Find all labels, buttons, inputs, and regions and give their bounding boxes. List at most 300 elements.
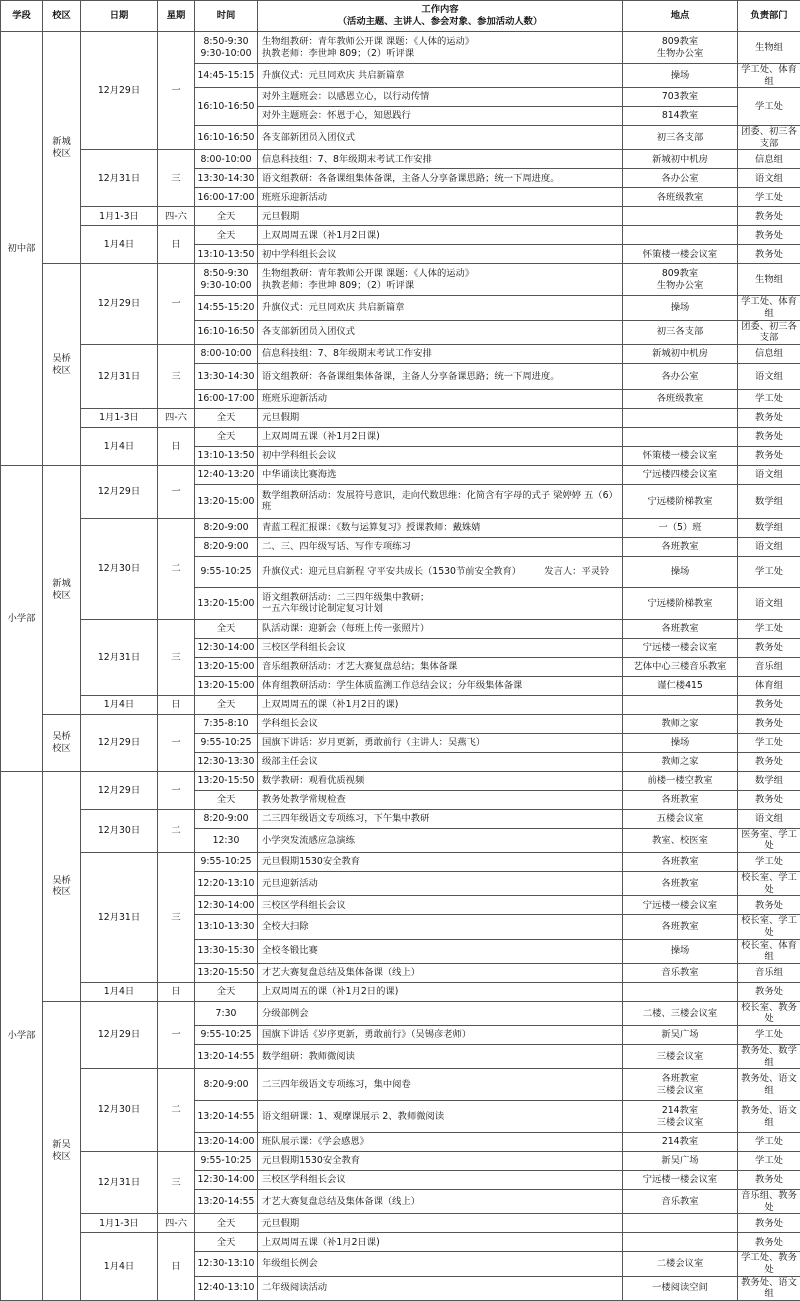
- dept-cell: 学工处: [738, 853, 800, 872]
- content-cell: 对外主题班会：以感恩立心，以行动传情: [258, 88, 623, 107]
- table-row: [1, 695, 800, 714]
- dept-cell: 语文组: [738, 809, 800, 828]
- place-cell: 操场: [623, 64, 738, 88]
- content-cell: 教务处教学常规检查: [258, 790, 623, 809]
- dept-cell: 音乐组、教务处: [738, 1190, 800, 1214]
- time-cell: 13:30-14:30: [195, 363, 258, 389]
- time-cell: 12:30: [195, 828, 258, 852]
- content-cell: 信息科技组：7、8年级期末考试工作安排: [258, 344, 623, 363]
- dept-cell: 数学组: [738, 771, 800, 790]
- time-cell: 全天: [195, 982, 258, 1001]
- place-cell: 各班级教室: [623, 188, 738, 207]
- date-cell: 12月31日: [81, 853, 158, 983]
- header-time: 时间: [195, 1, 258, 32]
- place-cell: 操场: [623, 733, 738, 752]
- dept-cell: 教务处: [738, 790, 800, 809]
- dept-cell: 校长室、体育组: [738, 939, 800, 963]
- dept-cell: 教务处: [738, 408, 800, 427]
- content-cell: 全校大扫除: [258, 915, 623, 939]
- dept-cell: 学工处、体育组: [738, 64, 800, 88]
- content-cell: 初中学科组长会议: [258, 446, 623, 465]
- time-cell: 14:45-15:15: [195, 64, 258, 88]
- time-cell: 13:30-15:30: [195, 939, 258, 963]
- content-cell: 元旦迎新活动: [258, 872, 623, 896]
- campus-cell: 新城 校区: [43, 32, 81, 264]
- content-cell: 二三四年级语文专项练习，集中阅卷: [258, 1069, 623, 1101]
- place-cell: 宁远楼一楼会议室: [623, 1171, 738, 1190]
- place-cell: 703教室: [623, 88, 738, 107]
- date-cell: 12月31日: [81, 344, 158, 408]
- place-cell: 怀策楼一楼会议室: [623, 245, 738, 264]
- place-cell: 宁远楼四楼会议室: [623, 465, 738, 484]
- content-cell: 学科组长会议: [258, 714, 623, 733]
- time-cell: 13:20-15:00: [195, 676, 258, 695]
- dept-cell: 语文组: [738, 169, 800, 188]
- content-cell: 年级组长例会: [258, 1252, 623, 1276]
- dept-cell: 团委、初三各支部: [738, 320, 800, 344]
- time-cell: 13:20-14:55: [195, 1190, 258, 1214]
- dept-cell: 信息组: [738, 150, 800, 169]
- content-cell: 语文组教研活动：二三四年级集中教研； 一五六年级讨论制定复习计划: [258, 587, 623, 619]
- place-cell: 新吴广场: [623, 1025, 738, 1044]
- place-cell: 艺体中心三楼音乐教室: [623, 657, 738, 676]
- place-cell: 814教室: [623, 107, 738, 126]
- place-cell: 新吴广场: [623, 1152, 738, 1171]
- place-cell: 怀策楼一楼会议室: [623, 446, 738, 465]
- time-cell: 全天: [195, 790, 258, 809]
- time-cell: 12:30-13:10: [195, 1252, 258, 1276]
- table-row: [1, 809, 800, 828]
- content-cell: 语文组教研：各备课组集体备课，主备人分享备课思路；统一下周进度。: [258, 363, 623, 389]
- time-cell: 16:10-16:50: [195, 320, 258, 344]
- weekday-cell: 日: [158, 982, 195, 1001]
- place-cell: 初三各支部: [623, 126, 738, 150]
- content-cell: 升旗仪式：元旦同欢庆 共启新篇章: [258, 64, 623, 88]
- content-cell: 元旦假期: [258, 207, 623, 226]
- campus-cell: 吴桥 校区: [43, 264, 81, 465]
- table-row: [1, 518, 800, 537]
- content-cell: 上双周周五课（补1月2日课): [258, 226, 623, 245]
- dept-cell: 校长室、教务处: [738, 1001, 800, 1025]
- dept-cell: 教务处: [738, 714, 800, 733]
- date-cell: 12月29日: [81, 465, 158, 518]
- time-cell: 全天: [195, 1214, 258, 1233]
- place-cell: 三楼会议室: [623, 1044, 738, 1068]
- dept-cell: 音乐组: [738, 657, 800, 676]
- content-cell: 班队展示课：《学会感恩》: [258, 1133, 623, 1152]
- place-cell: [623, 1233, 738, 1252]
- time-cell: 14:55-15:20: [195, 296, 258, 320]
- content-cell: 上双周周五的课（补1月2日的课): [258, 695, 623, 714]
- time-cell: 全天: [195, 427, 258, 446]
- place-cell: 宁远楼阶梯教室: [623, 484, 738, 518]
- dept-cell: 数学组: [738, 484, 800, 518]
- weekday-cell: 一: [158, 32, 195, 150]
- place-cell: 操场: [623, 556, 738, 587]
- time-cell: 13:20-14:55: [195, 1101, 258, 1133]
- table-row: [1, 714, 800, 733]
- dept-cell: 校长室、学工处: [738, 872, 800, 896]
- place-cell: 809教室 生物办公室: [623, 32, 738, 64]
- table-row: [1, 1001, 800, 1025]
- dept-cell: 语文组: [738, 465, 800, 484]
- content-cell: 二年级阅读活动: [258, 1276, 623, 1300]
- weekday-cell: 三: [158, 1152, 195, 1214]
- place-cell: 宁远楼阶梯教室: [623, 587, 738, 619]
- header-dept: 负责部门: [738, 1, 800, 32]
- table-row: [1, 1214, 800, 1233]
- place-cell: 初三各支部: [623, 320, 738, 344]
- dept-cell: 教务处: [738, 1233, 800, 1252]
- header-weekday: 星期: [158, 1, 195, 32]
- place-cell: 809教室 生物办公室: [623, 264, 738, 296]
- weekday-cell: 日: [158, 1233, 195, 1300]
- content-cell: 各支部新团员入团仪式: [258, 320, 623, 344]
- content-cell: 二、三、四年级写话、写作专项练习: [258, 537, 623, 556]
- dept-cell: 教务处: [738, 695, 800, 714]
- campus-cell: 吴桥 校区: [43, 714, 81, 771]
- dept-cell: 学工处: [738, 389, 800, 408]
- header-segment: 学段: [1, 1, 43, 32]
- dept-cell: 学工处: [738, 188, 800, 207]
- time-cell: 16:00-17:00: [195, 389, 258, 408]
- dept-cell: 团委、初三各支部: [738, 126, 800, 150]
- weekday-cell: 四-六: [158, 408, 195, 427]
- content-cell: 对外主题班会：怀恩于心，知恩践行: [258, 107, 623, 126]
- date-cell: 12月31日: [81, 619, 158, 695]
- content-cell: 级部主任会议: [258, 752, 623, 771]
- dept-cell: 学工处: [738, 1025, 800, 1044]
- date-cell: 1月4日: [81, 695, 158, 714]
- dept-cell: 语文组: [738, 587, 800, 619]
- table-row: [1, 1152, 800, 1171]
- segment-cell: 小学部: [1, 465, 43, 771]
- content-cell: 才艺大赛复盘总结及集体备课（线上）: [258, 963, 623, 982]
- weekday-cell: 一: [158, 465, 195, 518]
- place-cell: [623, 695, 738, 714]
- weekday-cell: 一: [158, 1001, 195, 1068]
- content-cell: 初中学科组长会议: [258, 245, 623, 264]
- place-cell: 五楼会议室: [623, 809, 738, 828]
- date-cell: 12月31日: [81, 1152, 158, 1214]
- dept-cell: 教务处: [738, 446, 800, 465]
- time-cell: 12:40-13:10: [195, 1276, 258, 1300]
- time-cell: 8:50-9:30 9:30-10:00: [195, 264, 258, 296]
- content-cell: 信息科技组：7、8年级期末考试工作安排: [258, 150, 623, 169]
- dept-cell: 生物组: [738, 264, 800, 296]
- time-cell: 13:10-13:50: [195, 446, 258, 465]
- place-cell: [623, 207, 738, 226]
- campus-cell: 吴桥 校区: [43, 771, 81, 1001]
- dept-cell: 音乐组: [738, 963, 800, 982]
- header-campus: 校区: [43, 1, 81, 32]
- place-cell: 教师之家: [623, 752, 738, 771]
- time-cell: 8:50-9:30 9:30-10:00: [195, 32, 258, 64]
- dept-cell: 信息组: [738, 344, 800, 363]
- content-cell: 二三四年级语文专项练习，下午集中教研: [258, 809, 623, 828]
- content-cell: 生物组教研：青年教师公开课 课题：《人体的运动》 执教老师：李世坤 809；（2）听评课: [258, 264, 623, 296]
- dept-cell: 教务处: [738, 1171, 800, 1190]
- weekday-cell: 一: [158, 714, 195, 771]
- time-cell: 13:10-13:30: [195, 915, 258, 939]
- content-cell: 元旦假期: [258, 408, 623, 427]
- time-cell: 13:20-15:00: [195, 657, 258, 676]
- time-cell: 8:20-9:00: [195, 1069, 258, 1101]
- weekday-cell: 日: [158, 427, 195, 465]
- time-cell: 全天: [195, 619, 258, 638]
- content-cell: 数学组教研活动：发展符号意识，走向代数思维：化简含有字母的式子 梁婷婷 五（6）班: [258, 484, 623, 518]
- place-cell: 二楼会议室: [623, 1252, 738, 1276]
- content-cell: 国旗下讲话《岁序更新，勇敢前行》（吴锡彦老师）: [258, 1025, 623, 1044]
- dept-cell: 生物组: [738, 32, 800, 64]
- content-cell: 语文组研课：1、观摩课展示 2、教师微阅读: [258, 1101, 623, 1133]
- time-cell: 13:10-13:50: [195, 245, 258, 264]
- place-cell: 前楼一楼空教室: [623, 771, 738, 790]
- weekday-cell: 三: [158, 150, 195, 207]
- place-cell: 各班教室: [623, 790, 738, 809]
- weekday-cell: 二: [158, 518, 195, 619]
- weekday-cell: 日: [158, 226, 195, 264]
- date-cell: 1月1-3日: [81, 1214, 158, 1233]
- time-cell: 9:55-10:25: [195, 853, 258, 872]
- time-cell: 13:20-15:50: [195, 963, 258, 982]
- table-row: [1, 207, 800, 226]
- weekday-cell: 日: [158, 695, 195, 714]
- campus-cell: 新吴 校区: [43, 1001, 81, 1300]
- time-cell: 8:00-10:00: [195, 344, 258, 363]
- time-cell: 13:20-15:00: [195, 587, 258, 619]
- content-cell: 分级部例会: [258, 1001, 623, 1025]
- time-cell: 12:30-13:30: [195, 752, 258, 771]
- date-cell: 12月30日: [81, 809, 158, 852]
- place-cell: 各班教室: [623, 619, 738, 638]
- table-row: [1, 1069, 800, 1101]
- time-cell: 12:30-14:00: [195, 896, 258, 915]
- weekday-cell: 三: [158, 619, 195, 695]
- dept-cell: 教务处: [738, 752, 800, 771]
- place-cell: [623, 1214, 738, 1233]
- time-cell: 13:30-14:30: [195, 169, 258, 188]
- content-cell: 各支部新团员入团仪式: [258, 126, 623, 150]
- dept-cell: 学工处: [738, 619, 800, 638]
- date-cell: 1月4日: [81, 982, 158, 1001]
- dept-cell: 学工处: [738, 556, 800, 587]
- dept-cell: 数学组: [738, 518, 800, 537]
- time-cell: 7:30: [195, 1001, 258, 1025]
- table-row: [1, 408, 800, 427]
- time-cell: 8:20-9:00: [195, 537, 258, 556]
- table-row: [1, 427, 800, 446]
- time-cell: 8:20-9:00: [195, 809, 258, 828]
- place-cell: 谨仁楼415: [623, 676, 738, 695]
- date-cell: 1月4日: [81, 1233, 158, 1300]
- dept-cell: 教务处、语文组: [738, 1069, 800, 1101]
- date-cell: 1月4日: [81, 226, 158, 264]
- date-cell: 1月4日: [81, 427, 158, 465]
- table-row: [1, 264, 800, 296]
- dept-cell: 学工处、体育组: [738, 296, 800, 320]
- content-cell: 国旗下讲话：岁月更新，勇敢前行（主讲人：吴燕飞）: [258, 733, 623, 752]
- date-cell: 12月29日: [81, 714, 158, 771]
- table-row: [1, 619, 800, 638]
- place-cell: 操场: [623, 939, 738, 963]
- content-cell: 小学突发流感应急演练: [258, 828, 623, 852]
- table-row: [1, 1233, 800, 1252]
- header-content: 工作内容 （活动主题、主讲人、参会对象、参加活动人数）: [258, 1, 623, 32]
- content-cell: 三校区学科组长会议: [258, 896, 623, 915]
- time-cell: 9:55-10:25: [195, 733, 258, 752]
- content-cell: 上双周周五课（补1月2日课): [258, 427, 623, 446]
- time-cell: 9:55-10:25: [195, 556, 258, 587]
- content-cell: 数学教研：观看优质视频: [258, 771, 623, 790]
- header-row: [1, 1, 800, 32]
- time-cell: 全天: [195, 695, 258, 714]
- weekday-cell: 四-六: [158, 1214, 195, 1233]
- dept-cell: 教务处、数学组: [738, 1044, 800, 1068]
- place-cell: 新城初中机房: [623, 150, 738, 169]
- time-cell: 16:00-17:00: [195, 188, 258, 207]
- dept-cell: 医务室、学工处: [738, 828, 800, 852]
- content-cell: 才艺大赛复盘总结及集体备课（线上）: [258, 1190, 623, 1214]
- place-cell: 宁远楼一楼会议室: [623, 896, 738, 915]
- dept-cell: 学工处: [738, 1152, 800, 1171]
- place-cell: 各办公室: [623, 363, 738, 389]
- date-cell: 12月30日: [81, 518, 158, 619]
- content-cell: 班班乐迎新活动: [258, 188, 623, 207]
- place-cell: 214教室 三楼会议室: [623, 1101, 738, 1133]
- segment-cell: 初中部: [1, 32, 43, 466]
- weekday-cell: 二: [158, 809, 195, 852]
- place-cell: 214教室: [623, 1133, 738, 1152]
- time-cell: 13:20-15:50: [195, 771, 258, 790]
- dept-cell: 校长室、学工处: [738, 915, 800, 939]
- place-cell: 教师之家: [623, 714, 738, 733]
- schedule-body: [1, 32, 800, 1301]
- segment-cell: 小学部: [1, 771, 43, 1300]
- dept-cell: 学工处: [738, 733, 800, 752]
- date-cell: 12月30日: [81, 1069, 158, 1152]
- dept-cell: 教务处: [738, 638, 800, 657]
- weekday-cell: 一: [158, 264, 195, 344]
- date-cell: 12月29日: [81, 32, 158, 150]
- content-cell: 元旦假期: [258, 1214, 623, 1233]
- weekday-cell: 二: [158, 1069, 195, 1152]
- content-cell: 三校区学科组长会议: [258, 1171, 623, 1190]
- table-row: [1, 771, 800, 790]
- place-cell: 操场: [623, 296, 738, 320]
- weekday-cell: 三: [158, 853, 195, 983]
- time-cell: 8:20-9:00: [195, 518, 258, 537]
- weekday-cell: 四-六: [158, 207, 195, 226]
- content-cell: 队活动课：迎新会（每班上传一张照片）: [258, 619, 623, 638]
- dept-cell: 教务处: [738, 226, 800, 245]
- time-cell: 9:55-10:25: [195, 1025, 258, 1044]
- table-row: [1, 982, 800, 1001]
- content-cell: 中华诵读比赛海选: [258, 465, 623, 484]
- content-cell: 青蓝工程汇报课：《数与运算复习》授课教师：戴姝婧: [258, 518, 623, 537]
- table-row: [1, 150, 800, 169]
- place-cell: 各班教室: [623, 853, 738, 872]
- place-cell: [623, 427, 738, 446]
- time-cell: 13:20-14:00: [195, 1133, 258, 1152]
- content-cell: 音乐组教研活动：才艺大赛复盘总结；集体备课: [258, 657, 623, 676]
- place-cell: 一（5）班: [623, 518, 738, 537]
- weekday-cell: 一: [158, 771, 195, 809]
- time-cell: 9:55-10:25: [195, 1152, 258, 1171]
- place-cell: 各班级教室: [623, 389, 738, 408]
- place-cell: 各班教室: [623, 537, 738, 556]
- place-cell: [623, 982, 738, 1001]
- table-row: [1, 32, 800, 64]
- place-cell: 新城初中机房: [623, 344, 738, 363]
- content-cell: 全校冬锻比赛: [258, 939, 623, 963]
- campus-cell: 新城 校区: [43, 465, 81, 714]
- place-cell: 宁远楼一楼会议室: [623, 638, 738, 657]
- content-cell: 升旗仪式：元旦同欢庆 共启新篇章: [258, 296, 623, 320]
- place-cell: 一楼阅读空间: [623, 1276, 738, 1300]
- place-cell: 音乐教室: [623, 963, 738, 982]
- content-cell: 体育组教研活动：学生体质监测工作总结会议；分年级集体备课: [258, 676, 623, 695]
- time-cell: 全天: [195, 226, 258, 245]
- dept-cell: 体育组: [738, 676, 800, 695]
- place-cell: 各班教室: [623, 915, 738, 939]
- time-cell: 7:35-8:10: [195, 714, 258, 733]
- dept-cell: 教务处: [738, 245, 800, 264]
- table-row: [1, 344, 800, 363]
- time-cell: 全天: [195, 1233, 258, 1252]
- header-place: 地点: [623, 1, 738, 32]
- date-cell: 1月1-3日: [81, 207, 158, 226]
- time-cell: 12:30-14:00: [195, 1171, 258, 1190]
- time-cell: 13:20-14:55: [195, 1044, 258, 1068]
- date-cell: 1月1-3日: [81, 408, 158, 427]
- content-cell: 班班乐迎新活动: [258, 389, 623, 408]
- time-cell: 16:10-16:50: [195, 88, 258, 126]
- content-cell: 元旦假期1530安全教育: [258, 853, 623, 872]
- dept-cell: 教务处: [738, 427, 800, 446]
- content-cell: 上双周周五课（补1月2日课): [258, 1233, 623, 1252]
- content-cell: 三校区学科组长会议: [258, 638, 623, 657]
- place-cell: 教室、校医室: [623, 828, 738, 852]
- content-cell: 数学组研：教师微阅读: [258, 1044, 623, 1068]
- dept-cell: 教务处: [738, 207, 800, 226]
- date-cell: 12月31日: [81, 150, 158, 207]
- table-row: [1, 465, 800, 484]
- table-row: [1, 853, 800, 872]
- header-date: 日期: [81, 1, 158, 32]
- place-cell: 音乐教室: [623, 1190, 738, 1214]
- place-cell: [623, 408, 738, 427]
- dept-cell: 语文组: [738, 363, 800, 389]
- time-cell: 16:10-16:50: [195, 126, 258, 150]
- date-cell: 12月29日: [81, 771, 158, 809]
- dept-cell: 学工处: [738, 1133, 800, 1152]
- time-cell: 13:20-15:00: [195, 484, 258, 518]
- place-cell: 各班教室: [623, 872, 738, 896]
- dept-cell: 教务处、语文组: [738, 1276, 800, 1300]
- place-cell: 各班教室 三楼会议室: [623, 1069, 738, 1101]
- dept-cell: 教务处: [738, 1214, 800, 1233]
- dept-cell: 学工处: [738, 88, 800, 126]
- weekday-cell: 三: [158, 344, 195, 408]
- content-cell: 元旦假期1530安全教育: [258, 1152, 623, 1171]
- time-cell: 全天: [195, 207, 258, 226]
- time-cell: 全天: [195, 408, 258, 427]
- table-row: [1, 226, 800, 245]
- content-cell: 上双周周五的课（补1月2日的课): [258, 982, 623, 1001]
- dept-cell: 教务处: [738, 982, 800, 1001]
- content-cell: 生物组教研：青年教师公开课 课题：《人体的运动》 执教老师：李世坤 809；（2）听评课: [258, 32, 623, 64]
